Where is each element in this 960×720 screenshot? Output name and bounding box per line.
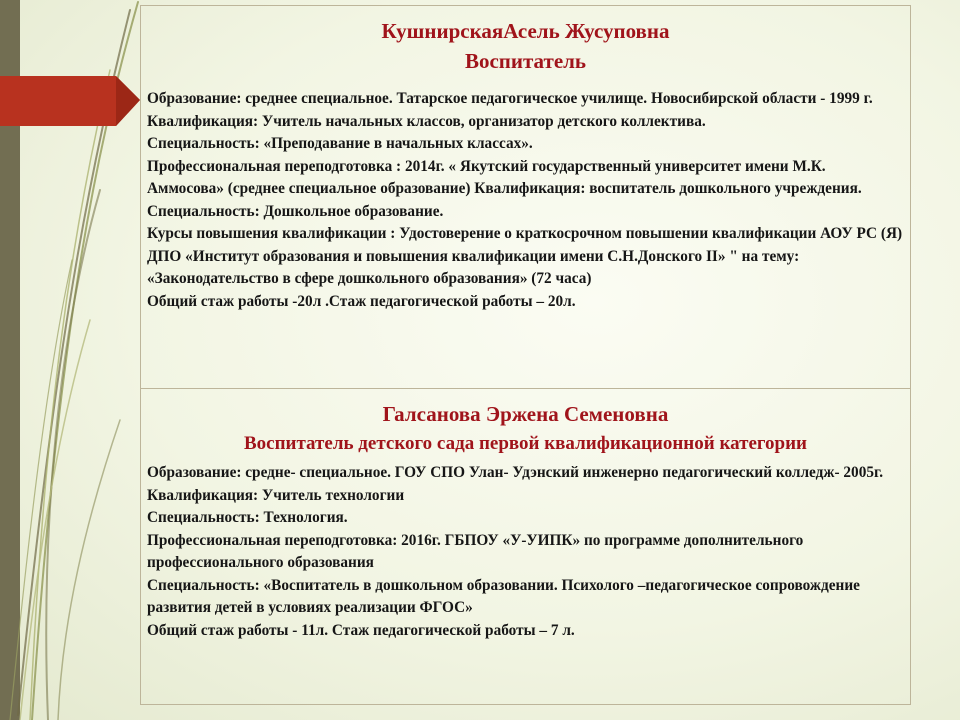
employee-position: Воспитатель детского сада первой квалификационной категории [243, 433, 807, 454]
education-line: Образование: среднее специальное. Татарское педагогическое училище. Новосибирской области - 1999 г. [147, 90, 873, 107]
specialty-line: Специальность: Технология. [147, 509, 348, 526]
specialty-line: Специальность: «Воспитатель в дошкольном образовании. Психолого –педагогическое сопровождение развития детей в условиях реализации ФГОС» [147, 576, 860, 616]
decorative-grass-lines [0, 0, 140, 720]
employee-card-2 [147, 398, 904, 642]
qualification-line: Квалификация: Учитель технологии [147, 486, 405, 504]
qualification-line: Квалификация: Учитель начальных классов, организатор детского коллектива. [147, 112, 706, 130]
employee-details [147, 462, 904, 642]
content-frame [140, 5, 911, 705]
specialty-line: Специальность: «Преподавание в начальных классах». [147, 135, 533, 152]
employee-position: Воспитатель [464, 49, 587, 73]
retraining-line: Профессиональная переподготовка: 2016г. ГБПОУ «У-УИПК» по программе дополнительного профессионального образования [147, 531, 804, 571]
employee-name: Галсанова Эржена Семеновна [382, 402, 669, 426]
experience-line: Общий стаж работы -20л .Стаж педагогической работы – 20л. [147, 292, 576, 310]
experience-line: Общий стаж работы - 11л. Стаж педагогической работы – 7 л. [147, 621, 575, 639]
education-line: Образование: средне- специальное. ГОУ СПО Улан- Удэнский инженерно педагогический колледж- 2005г. [147, 464, 884, 481]
specialty-line: Специальность: Дошкольное образование. [147, 202, 444, 220]
section-divider [141, 388, 910, 389]
employee-card-1 [147, 16, 904, 313]
courses-line: Курсы повышения квалификации : Удостоверение о краткосрочном повышении квалификации АОУ РС (Я) ДПО «Институт образования и повышения квалификации имени С.Н.Донского II» " на тему: «Законодательство в сфере дошкольного образования» (72 часа) [147, 225, 903, 287]
employee-details [147, 88, 904, 313]
retraining-line: Профессиональная переподготовка : 2014г. « Якутский государственный университет имени М.К. Аммосова» (среднее специальное образование) Квалификация: воспитатель дошкольного учреждения. [147, 157, 862, 197]
employee-name: КушнирскаяАсель Жусуповна [381, 19, 670, 43]
